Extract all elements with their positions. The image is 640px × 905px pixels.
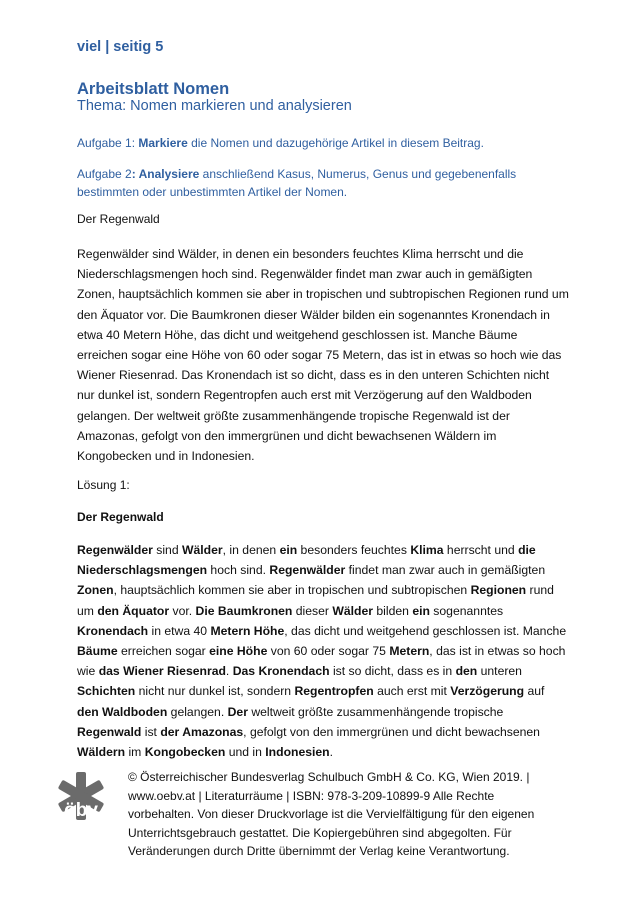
marked-noun: Klima bbox=[410, 543, 444, 557]
marked-noun: Der bbox=[227, 704, 248, 719]
page-header: viel | seitig 5 bbox=[77, 39, 164, 55]
logo-lettering: öbv bbox=[64, 800, 98, 821]
task-1-prefix: Aufgabe 1: bbox=[77, 136, 139, 150]
marked-noun: Die Baumkronen bbox=[195, 603, 293, 618]
marked-noun: den Äquator bbox=[97, 603, 170, 618]
marked-noun: Regenwald bbox=[77, 724, 142, 739]
solution-text-segment: dieser bbox=[292, 603, 333, 618]
marked-noun: Wälder bbox=[182, 543, 223, 557]
task-2-keyword: : Analysiere bbox=[131, 167, 200, 181]
oebv-logo bbox=[50, 770, 112, 842]
solution-text-segment: von 60 oder sogar 75 bbox=[267, 644, 390, 659]
solution-text-segment: auf bbox=[524, 684, 545, 699]
solution-text-segment: im bbox=[125, 745, 145, 760]
solution-text-segment: unteren bbox=[477, 664, 522, 679]
marked-noun: die Niederschlagsmengen bbox=[77, 543, 536, 578]
marked-noun: Schichten bbox=[77, 684, 136, 699]
solution-text-segment: rund um bbox=[77, 583, 554, 618]
solution-text-segment: ist so dicht, dass es in bbox=[329, 664, 456, 679]
solution-text-segment: bilden bbox=[373, 603, 413, 618]
solution-text-segment: , das ist in etwas so hoch wie bbox=[77, 644, 566, 679]
solution-text-segment: , das dicht und weitgehend geschlossen ist. Manche bbox=[284, 623, 567, 638]
solution-text-segment: nicht nur dunkel ist, sondern bbox=[135, 684, 295, 699]
marked-noun: Regenwälder bbox=[269, 563, 346, 578]
solution-text-segment: , hauptsächlich kommen sie aber in tropischen und subtropischen bbox=[113, 583, 471, 598]
task-1-text: die Nomen und dazugehörige Artikel in diesem Beitrag. bbox=[187, 136, 484, 150]
marked-noun: Bäume bbox=[77, 644, 118, 659]
copyright-footer: © Österreichischer Bundesverlag Schulbuch GmbH & Co. KG, Wien 2019. | www.oebv.at | Literaturräume | ISBN: 978-3-209-10899-9 Alle Rechte vorbehalten. Von dieser Druckvorlage ist die Vervielfältigung für den eigenen Unterrichtsgebrauch gestattet. Die Kopiergebühren sind abgegolten. Für Veränderungen durch Dritte übernimmt der Verlag keine Verantwortung. bbox=[128, 770, 535, 859]
marked-noun: Regionen bbox=[470, 583, 527, 598]
marked-noun: Zonen bbox=[77, 583, 114, 598]
solution-text-segment: gelangen. bbox=[167, 704, 228, 719]
worksheet-subtitle: Thema: Nomen markieren und analysieren bbox=[77, 98, 352, 114]
marked-noun: Verzögerung bbox=[450, 684, 525, 699]
task-2 bbox=[77, 166, 567, 201]
solution-text-segment: und in bbox=[225, 745, 266, 760]
marked-noun: Indonesien bbox=[265, 745, 330, 760]
article-text: Regenwälder sind Wälder, in denen ein besonders feuchtes Klima herrscht und die Niederschlagsmengen hoch sind. Regenwälder findet man zwar auch in gemäßigten Zonen, hauptsächlich kommen sie aber in tropischen und subtropischen Regionen rund um den Äquator vor. Die Baumkronen dieser Wälder bilden ein sogenanntes Kronendach in etwa 40 Metern Höhe, das dicht und weitgehend geschlossen ist. Manche Bäume erreichen sogar eine Höhe von 60 oder sogar 75 Metern, das ist in etwas so hoch wie das Wiener Riesenrad. Das Kronendach ist so dicht, dass es in den unteren Schichten nicht nur dunkel ist, sondern Regentropfen auch erst mit Verzögerung auf den Waldboden gelangen. Der weltweit größte zusammenhängende tropische Regenwald ist der Amazonas, gefolgt von den immergrünen und dicht bewachsenen Wäldern im Kongobecken und in Indonesien. bbox=[77, 247, 569, 464]
solution-text-segment: ist bbox=[141, 724, 161, 739]
solution-text bbox=[77, 540, 569, 762]
solution-text-segment: sind bbox=[152, 543, 182, 557]
marked-noun: den Waldboden bbox=[77, 704, 168, 719]
solution-text-segment: findet man zwar auch in gemäßigten bbox=[345, 563, 546, 578]
marked-noun: Metern Höhe bbox=[210, 623, 285, 638]
solution-text-segment: , in denen bbox=[222, 543, 280, 557]
marked-noun: Metern bbox=[389, 644, 430, 659]
solution-text-segment: hoch sind. bbox=[207, 563, 270, 578]
marked-noun: ein bbox=[412, 603, 430, 618]
task-1 bbox=[77, 135, 567, 153]
marked-noun: Kronendach bbox=[77, 623, 149, 638]
marked-noun: Wälder bbox=[332, 603, 373, 618]
solution-label: Lösung 1: bbox=[77, 478, 130, 492]
marked-noun: Kongobecken bbox=[144, 745, 226, 760]
solution-text-segment: , gefolgt von den immergrünen und dicht bewachsenen bbox=[243, 724, 540, 739]
worksheet-title: Arbeitsblatt Nomen bbox=[77, 80, 230, 98]
task-2-prefix: Aufgabe 2 bbox=[77, 167, 132, 181]
solution-text-segment: herrscht und bbox=[443, 543, 519, 557]
marked-noun: der Amazonas bbox=[160, 724, 244, 739]
marked-noun: eine Höhe bbox=[209, 644, 268, 659]
solution-text-segment: weltweit größte zusammenhängende tropische bbox=[247, 704, 504, 719]
solution-text-segment: . bbox=[329, 745, 334, 760]
solution-text-segment: sogenanntes bbox=[429, 603, 504, 618]
marked-noun: Wäldern bbox=[77, 745, 126, 760]
marked-noun: Regenwälder bbox=[77, 543, 153, 557]
solution-title: Der Regenwald bbox=[77, 510, 164, 524]
article-title: Der Regenwald bbox=[77, 212, 160, 226]
task-1-keyword: Markiere bbox=[138, 136, 188, 150]
marked-noun: den bbox=[455, 664, 478, 679]
solution-text-segment: besonders feuchtes bbox=[297, 543, 411, 557]
solution-text-segment: in etwa 40 bbox=[148, 623, 211, 638]
marked-noun: Regentropfen bbox=[294, 684, 374, 699]
marked-noun: ein bbox=[279, 543, 298, 557]
solution-text-segment: erreichen sogar bbox=[117, 644, 210, 659]
marked-noun: das Wiener Riesenrad bbox=[98, 664, 226, 679]
solution-text-segment: vor. bbox=[169, 603, 196, 618]
marked-noun: Das Kronendach bbox=[232, 664, 330, 679]
solution-text-segment: . bbox=[225, 664, 233, 679]
task-2-text: anschließend Kasus, Numerus, Genus und gegebenenfalls bestimmten oder unbestimmten Artikel der Nomen. bbox=[77, 167, 517, 199]
solution-text-segment: auch erst mit bbox=[373, 684, 451, 699]
